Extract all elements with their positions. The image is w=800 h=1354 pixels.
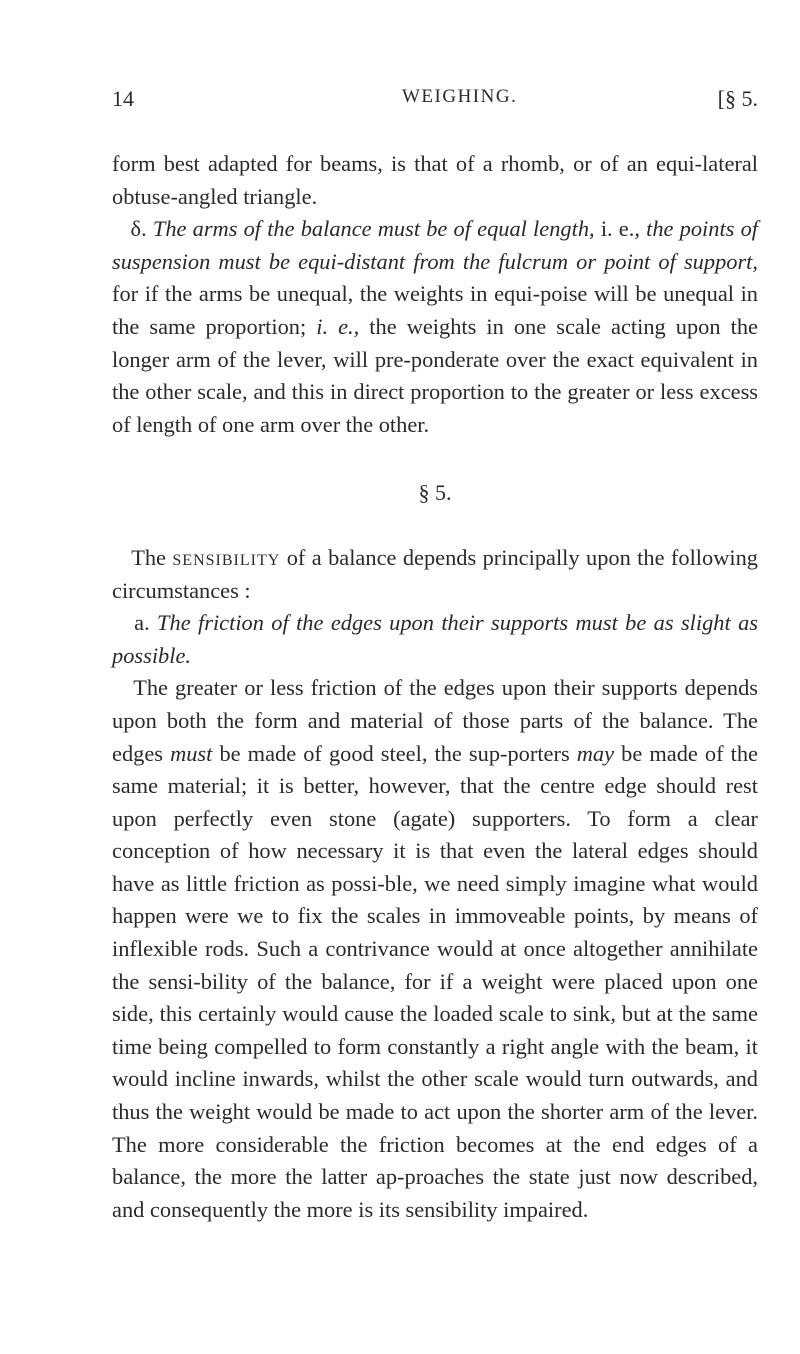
paragraph-item-a: [112, 607, 758, 672]
sensibility-term: sensibility: [172, 544, 281, 570]
section-reference: [§ 5.: [717, 86, 758, 111]
friction-text-c: be made of the same material; it is better, however, that the centre edge should rest upon perfectly even stone (agate) supporters. To form a clear conception of how necessary it is that even the lateral edges should have as little friction as possi-ble, we need simply imagine what would happen were we to fix the scales in immoveable points, by means of inflexible rods. Such a contrivance would at once altogether annihilate the sensi-bility of the balance, for if a weight were placed upon one side, this certainly would cause the loaded scale to sink, but at the same time being compelled to form constantly a right angle with the beam, it would incline inwards, whilst the other scale would turn outwards, and thus the weight would be made to act upon the shorter arm of the lever. The more considerable the friction becomes at the end edges of a balance, the more the latter ap-proaches the state just now described, and consequently the more is its sensibility impaired.: [112, 740, 758, 1222]
paragraph-sensibility: [112, 542, 758, 607]
emphasis-must: must: [170, 740, 213, 766]
friction-text-a: The greater or less friction of the edges upon their supports depends upon both the form and material of those parts of the balance. The edges: [112, 675, 758, 766]
item-a-italic: The friction of the edges upon their supports must be as slight as possible.: [112, 610, 758, 668]
page-header: [112, 78, 758, 118]
paragraph-continuation: form best adapted for beams, is that of a rhomb, or of an equi-lateral obtuse-angled triangle.: [112, 151, 758, 209]
emphasis-may: may: [576, 740, 615, 766]
running-title: WEIGHING.: [402, 86, 518, 107]
book-page: [112, 0, 758, 1226]
rule-italic-a: The arms of the balance must be of equal length,: [152, 216, 595, 242]
sensibility-text: of a balance depends principally upon the following circumstances :: [112, 544, 758, 603]
section-heading: § 5.: [418, 480, 452, 506]
sensibility-intro: The: [131, 544, 166, 570]
rule-italic-b: the points of suspension must be equi-distant from the fulcrum or point of support,: [112, 216, 758, 274]
paragraph-delta: [112, 213, 758, 441]
rule-text-a: for if the arms be unequal, the weights in equi-poise will be unequal in the same proportion;: [112, 281, 758, 339]
item-label-a: a.: [134, 610, 150, 636]
ie-abbrev-italic: i. e.,: [316, 313, 360, 339]
ie-abbrev: i. e.,: [600, 216, 640, 242]
body-text: [112, 148, 758, 1226]
friction-text-b: be made of good steel, the sup-porters: [219, 740, 570, 766]
page-number: 14: [112, 86, 134, 111]
paragraph-friction: [112, 672, 758, 1226]
rule-text-b: the weights in one scale acting upon the longer arm of the lever, will pre-ponderate over the exact equivalent in the other scale, and this in direct proportion to the greater or less excess of length of one arm over the other.: [112, 313, 758, 437]
item-label: δ.: [130, 216, 147, 242]
